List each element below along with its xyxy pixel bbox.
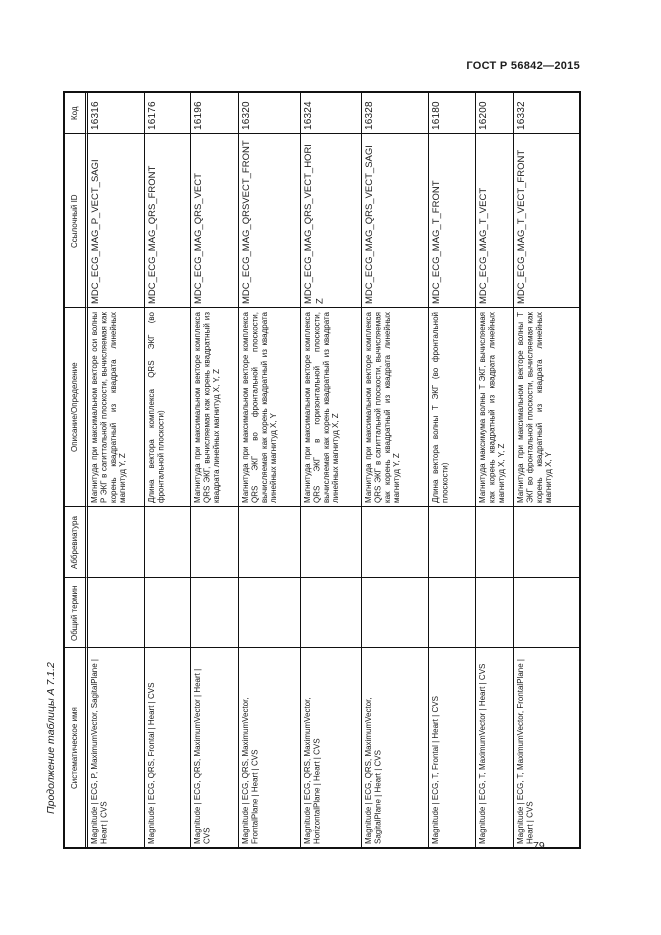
table-cell-ref_id-row5 — [301, 134, 362, 308]
cell-text: Магнитуда при максимальном векторе комплекса QRS ЭКГ в сагиттальной плоскости, вычисляемая как корень квадратный из квадрата линейных магнитуд Y, Z — [364, 312, 402, 503]
column-header-label: Код — [70, 106, 79, 121]
document-header: ГОСТ Р 56842—2015 — [466, 60, 580, 72]
table-cell-description-row3 — [191, 308, 239, 507]
cell-text: 16332 — [516, 101, 527, 130]
table-cell-code-row7 — [429, 93, 476, 134]
table-cell-systematic_name-row3 — [191, 648, 239, 847]
table-cell-abbreviation-row9 — [514, 507, 579, 578]
table-cell-ref_id-row3 — [191, 134, 239, 308]
cell-text — [88, 507, 144, 577]
table-cell-common_term-row8 — [476, 578, 514, 648]
cell-text: MDC_ECG_MAG_T_FRONT — [431, 180, 442, 304]
column-header-label: Аббревиатура — [70, 516, 79, 569]
cell-text: MDC_ECG_MAG_QRS_VECT_SAGI — [364, 145, 375, 304]
table-cell-common_term-row5 — [301, 578, 362, 648]
table-cell-description-row4 — [239, 308, 301, 507]
cell-text: MDC_ECG_MAG_QRS_VECT_HORIZ — [303, 144, 326, 304]
column-header-abbreviation — [65, 507, 88, 578]
table-cell-description-row6 — [362, 308, 429, 507]
table-cell-ref_id-row7 — [429, 134, 476, 308]
page-number: 79 — [533, 840, 545, 852]
table-cell-systematic_name-row8 — [476, 648, 514, 847]
table-cell-systematic_name-row2 — [145, 648, 191, 847]
cell-text: Magnitude | ECG, T, MaximumVector, FrontalPlane | Heart | CVS — [516, 659, 535, 844]
column-header-label: Ссылочный ID — [70, 194, 79, 248]
cell-text: MDC_ECG_MAG_QRS_VECT — [193, 173, 204, 304]
cell-text — [362, 578, 428, 647]
table-cell-common_term-row1 — [88, 578, 145, 648]
table-cell-systematic_name-row7 — [429, 648, 476, 847]
cell-text — [88, 578, 144, 647]
column-header-common_term — [65, 578, 88, 648]
table-caption: Продолжение таблицы А 7.1.2 — [45, 662, 57, 814]
table-cell-description-row9 — [514, 308, 579, 507]
column-header-label: Общий термин — [70, 585, 79, 641]
cell-text — [239, 507, 300, 577]
cell-text: Магнитуда максимума волны Т ЭКГ, вычисляемая как корень квадратный из квадрата линейных магнитуд X, Y, Z — [478, 312, 506, 503]
table-cell-code-row2 — [145, 93, 191, 134]
table-cell-systematic_name-row5 — [301, 648, 362, 847]
cell-text: Магнитуда при максимальном векторе комплекса QRS ЭКГ в горизонтальной плоскости, вычисляемая как корень квадратный из квадрата линейных магнитуд X, Z — [303, 312, 341, 503]
table-cell-code-row5 — [301, 93, 362, 134]
cell-text — [476, 578, 513, 647]
cell-text: Магнитуда при максимальном векторе оси волны Р ЭКГ в сагиттальной плоскости, вычисляемая как корень квадратный из квадрата линейных магнитуд Y, Z — [90, 312, 128, 503]
table-cell-systematic_name-row4 — [239, 648, 301, 847]
cell-text: 16200 — [478, 101, 489, 130]
table-cell-abbreviation-row3 — [191, 507, 239, 578]
rotated-data-table — [63, 91, 581, 849]
cell-text: 16320 — [241, 101, 252, 130]
table-cell-ref_id-row4 — [239, 134, 301, 308]
cell-text: Магнитуда при максимальном векторе комплекса QRS ЭКГ во фронтальной плоскости, вычисляемая как корень квадратный из квадрата линейных магнитуд X, Y — [241, 312, 279, 503]
cell-text: MDC_ECG_MAG_T_VECT — [478, 187, 489, 304]
table-cell-abbreviation-row7 — [429, 507, 476, 578]
cell-text — [476, 507, 513, 577]
table-cell-description-row8 — [476, 308, 514, 507]
table-cell-common_term-row4 — [239, 578, 301, 648]
cell-text — [191, 507, 238, 577]
cell-text: Magnitude | ECG, QRS, Frontal | Heart | CVS — [147, 682, 156, 844]
cell-text — [239, 578, 300, 647]
column-header-systematic_name — [65, 648, 88, 847]
cell-text — [145, 507, 190, 577]
table-cell-abbreviation-row4 — [239, 507, 301, 578]
column-header-label: Систематическое имя — [70, 707, 79, 789]
cell-text: 16316 — [90, 101, 101, 130]
table-cell-description-row5 — [301, 308, 362, 507]
cell-text — [191, 578, 238, 647]
table-cell-common_term-row9 — [514, 578, 579, 648]
cell-text: Magnitude | ECG, T, MaximumVector | Heart | CVS — [478, 663, 487, 844]
cell-text: 16180 — [431, 101, 442, 130]
table-cell-common_term-row3 — [191, 578, 239, 648]
cell-text: MDC_ECG_MAG_T_VECT_FRONT — [516, 149, 527, 304]
cell-text: Магнитуда при максимальном векторе комплекса QRS ЭКГ, вычисляемая как корень квадратный из квадрата линейных магнитуд X, Y, Z — [193, 312, 221, 503]
table-cell-code-row4 — [239, 93, 301, 134]
table-cell-code-row1 — [88, 93, 145, 134]
cell-text: Magnitude | ECG, P, MaximumVector, SagitalPlane | Heart | CVS — [90, 659, 109, 844]
cell-text — [429, 507, 475, 577]
table-cell-abbreviation-row2 — [145, 507, 191, 578]
table-cell-ref_id-row9 — [514, 134, 579, 308]
table-cell-abbreviation-row6 — [362, 507, 429, 578]
table-cell-common_term-row6 — [362, 578, 429, 648]
table-cell-ref_id-row2 — [145, 134, 191, 308]
table-cell-ref_id-row1 — [88, 134, 145, 308]
cell-text — [429, 578, 475, 647]
table-cell-systematic_name-row9 — [514, 648, 579, 847]
cell-text: 16176 — [147, 101, 158, 130]
cell-text — [362, 507, 428, 577]
cell-text — [514, 578, 579, 647]
cell-text: Magnitude | ECG, QRS, MaximumVector | Heart | CVS — [193, 668, 212, 844]
cell-text: Magnitude | ECG, QRS, MaximumVector, FrontalPlane | Heart | CVS — [241, 697, 260, 844]
cell-text: MDC_ECG_MAG_QRS_FRONT — [147, 165, 158, 304]
cell-text: Magnitude | ECG, T, Frontal | Heart | CVS — [431, 696, 440, 844]
cell-text — [301, 578, 361, 647]
table-cell-systematic_name-row6 — [362, 648, 429, 847]
table-cell-code-row8 — [476, 93, 514, 134]
table-cell-code-row6 — [362, 93, 429, 134]
table-cell-description-row7 — [429, 308, 476, 507]
cell-text — [145, 578, 190, 647]
cell-text: Длина вектора волны Т ЭКГ (во фронтальной плоскости) — [431, 312, 450, 503]
table-cell-abbreviation-row5 — [301, 507, 362, 578]
table-cell-ref_id-row8 — [476, 134, 514, 308]
table-cell-common_term-row2 — [145, 578, 191, 648]
table-cell-common_term-row7 — [429, 578, 476, 648]
column-header-description — [65, 308, 88, 507]
cell-text: Magnitude | ECG, QRS, MaximumVector, HorizontalPlane | Heart | CVS — [303, 697, 322, 844]
cell-text: MDC_ECG_MAG_QRSVECT_FRONT — [241, 140, 252, 304]
column-header-label: Описание/Определение — [70, 362, 79, 453]
table-cell-code-row3 — [191, 93, 239, 134]
table-cell-code-row9 — [514, 93, 579, 134]
cell-text: Magnitude | ECG, QRS, MaximumVector, SagitalPlane | Heart | CVS — [364, 697, 383, 844]
table-cell-abbreviation-row8 — [476, 507, 514, 578]
cell-text: Длина вектора комплекса QRS ЭКГ (во фронтальной плоскости) — [147, 312, 166, 503]
table-cell-abbreviation-row1 — [88, 507, 145, 578]
table-cell-ref_id-row6 — [362, 134, 429, 308]
cell-text: 16328 — [364, 101, 375, 130]
table-cell-description-row2 — [145, 308, 191, 507]
cell-text: MDC_ECG_MAG_P_VECT_SAGI — [90, 159, 101, 304]
column-header-ref_id — [65, 134, 88, 308]
cell-text — [301, 507, 361, 577]
cell-text: Магнитуда при максимальном векторе волны Т ЭКГ во фронтальной плоскости, вычисляемая как корень квадратный из квадрата линейных магнитуд X, Y — [516, 312, 554, 503]
column-header-code — [65, 93, 88, 134]
cell-text: 16324 — [303, 101, 314, 130]
cell-text — [514, 507, 579, 577]
table-cell-systematic_name-row1 — [88, 648, 145, 847]
table-cell-description-row1 — [88, 308, 145, 507]
cell-text: 16196 — [193, 101, 204, 130]
